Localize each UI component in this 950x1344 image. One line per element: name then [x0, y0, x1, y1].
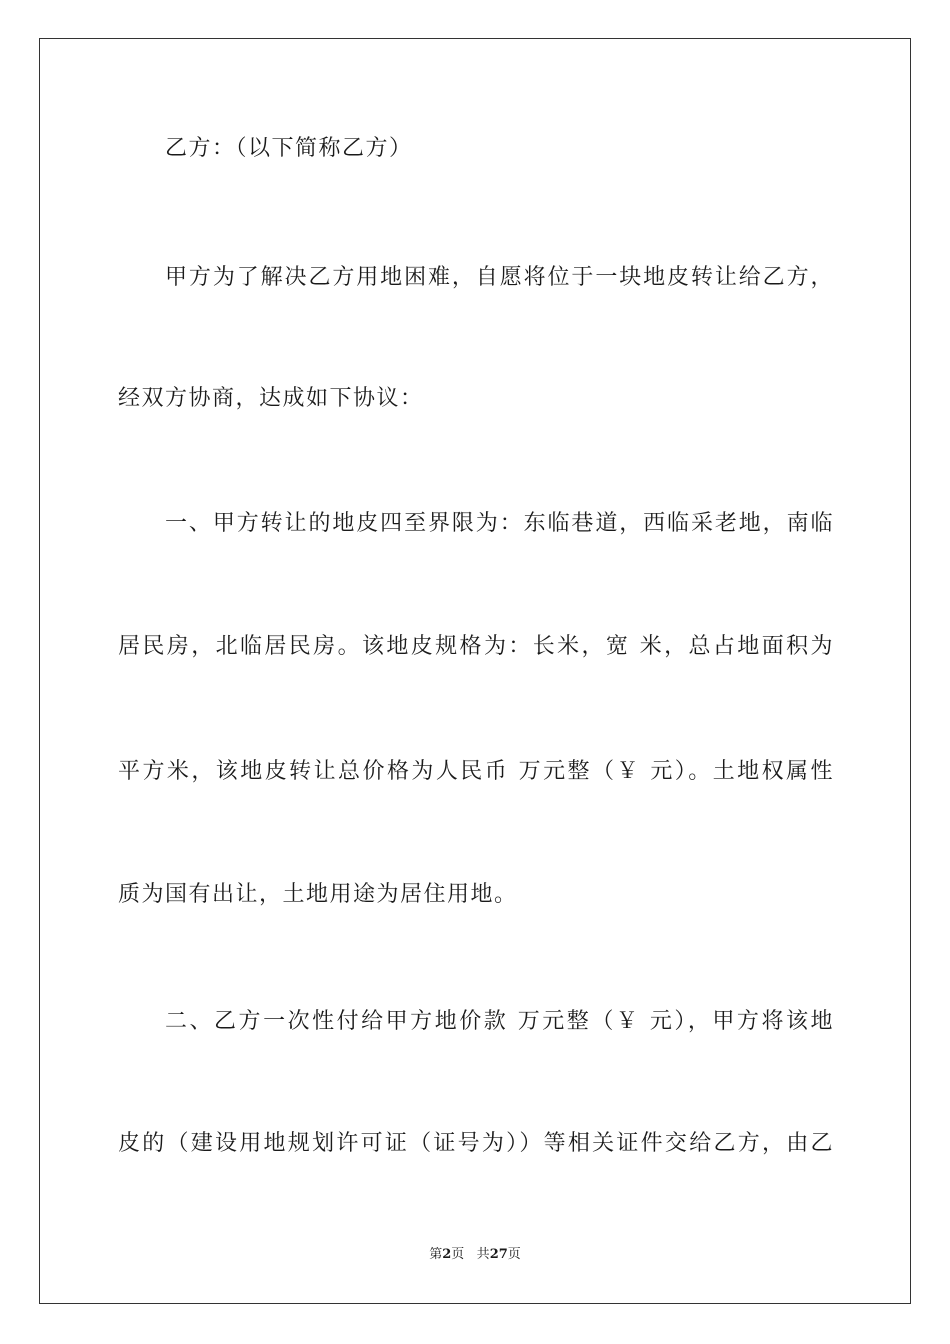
page-border	[39, 38, 911, 1304]
clause-1-line-2: 居民房，北临居民房。该地皮规格为：长米，宽 米，总占地面积为	[118, 634, 834, 659]
footer-page-number: 2	[442, 1247, 452, 1262]
clause-2-line-1: 二、乙方一次性付给甲方地价款 万元整（￥ 元），甲方将该地	[165, 1009, 834, 1034]
party-b-line: 乙方：（以下简称乙方）	[165, 136, 413, 161]
clause-2-line-2: 皮的（建设用地规划许可证（证号为））等相关证件交给乙方，由乙	[118, 1131, 834, 1156]
clause-1-line-1: 一、甲方转让的地皮四至界限为：东临巷道，西临采老地，南临	[165, 511, 834, 536]
footer-total-pages: 27	[489, 1247, 508, 1262]
footer-total-prefix: 共	[476, 1247, 490, 1262]
page-footer	[0, 1246, 950, 1264]
paragraph-intro-line-1: 甲方为了解决乙方用地困难，自愿将位于一块地皮转让给乙方，	[165, 265, 834, 290]
footer-page-prefix: 第	[429, 1247, 443, 1262]
paragraph-intro-line-2: 经双方协商，达成如下协议：	[118, 386, 424, 411]
footer-total-suffix: 页	[507, 1247, 521, 1262]
footer-page-suffix: 页	[451, 1247, 465, 1262]
clause-1-line-3: 平方米，该地皮转让总价格为人民币 万元整（￥ 元）。土地权属性	[118, 759, 834, 784]
clause-1-line-4: 质为国有出让，土地用途为居住用地。	[118, 882, 518, 907]
